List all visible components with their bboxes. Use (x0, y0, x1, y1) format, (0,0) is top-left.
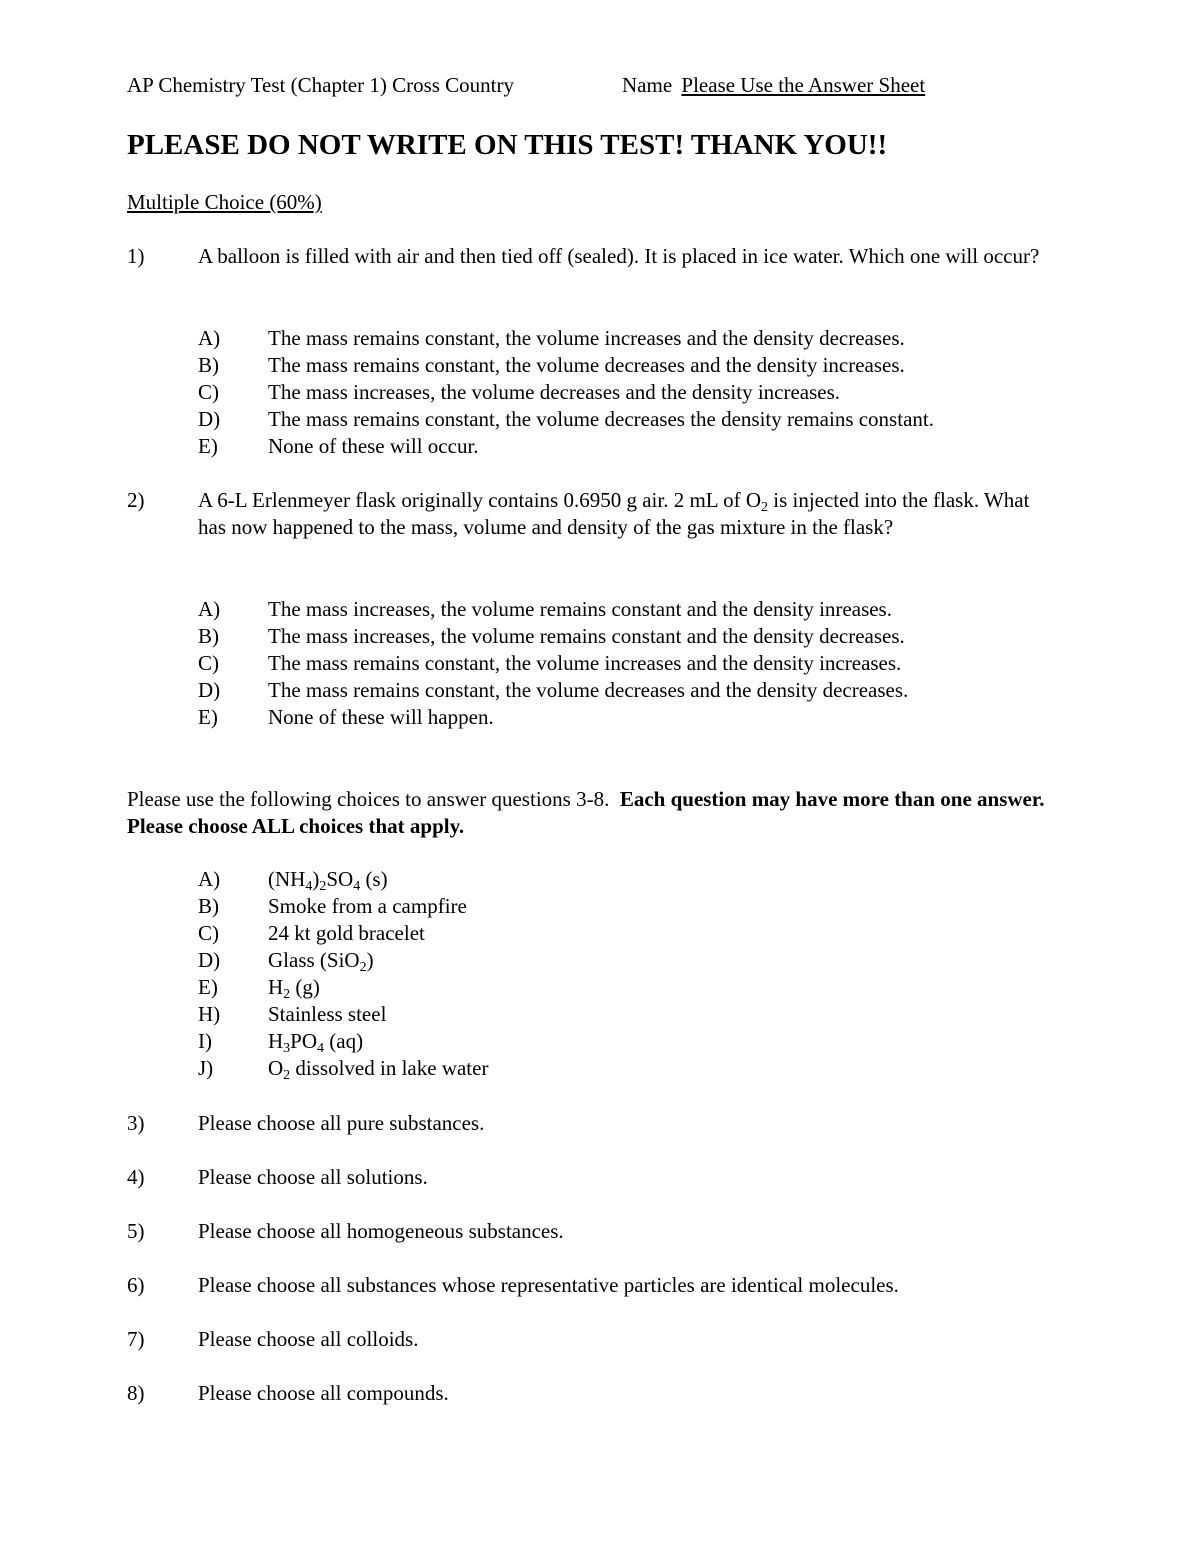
question-text: A balloon is filled with air and then tied off (sealed). It is placed in ice water. Which one will occur? (198, 244, 1040, 268)
option-letter: E) (198, 705, 218, 729)
choice-text: 24 kt gold bracelet (268, 921, 425, 945)
option-text: The mass increases, the volume decreases and the density increases. (268, 380, 841, 404)
question-number: 6) (127, 1273, 145, 1297)
name-field (622, 72, 925, 99)
question-text: Please choose all solutions. (198, 1165, 428, 1189)
section-title: Multiple Choice (60%) (127, 190, 322, 214)
choice-letter: H) (198, 1002, 221, 1026)
question-number: 2) (127, 488, 145, 512)
course-title: AP Chemistry Test (Chapter 1) Cross Country (127, 73, 515, 97)
question-number: 1) (127, 244, 145, 268)
choice-letter: I) (198, 1029, 212, 1053)
instructions-bold: Each question may have more than one answer. Please choose ALL choices that apply. (127, 787, 1045, 838)
option-text: The mass remains constant, the volume increases and the density decreases. (268, 326, 905, 350)
option-text: The mass remains constant, the volume increases and the density increases. (268, 651, 902, 675)
option-letter: A) (198, 597, 221, 621)
question-text: Please choose all compounds. (198, 1381, 449, 1405)
choice-text: $O_2$ dissolved in lake water (268, 1056, 489, 1083)
choice-letter: D) (198, 948, 221, 972)
option-text: None of these will happen. (268, 705, 494, 729)
question-number: 5) (127, 1219, 145, 1243)
name-label: Name (622, 73, 673, 97)
question-number: 8) (127, 1381, 145, 1405)
option-letter: D) (198, 678, 221, 702)
option-letter: E) (198, 434, 218, 458)
choice-letter: A) (198, 867, 221, 891)
instructions-text: Please use the following choices to answer questions 3-8. (127, 787, 620, 811)
choice-text: $H_2$ (g) (268, 975, 320, 1002)
choice-letter: J) (198, 1056, 214, 1080)
question-text-part: is injected into the flask. What has now happened to the mass, volume and density of the gas mixture in the flask? (198, 488, 1030, 539)
choice-letter: C) (198, 921, 219, 945)
option-text: None of these will occur. (268, 434, 479, 458)
option-letter: C) (198, 651, 219, 675)
option-letter: C) (198, 380, 219, 404)
choice-text: Stainless steel (268, 1002, 387, 1026)
choice-text: Glass (SiO$_2$) (268, 948, 374, 975)
option-text: The mass remains constant, the volume decreases and the density decreases. (268, 678, 909, 702)
question-text-part: A 6-L Erlenmeyer flask originally contains 0.6950 g air. 2 mL of O (198, 488, 761, 512)
name-value: Please Use the Answer Sheet (681, 73, 926, 97)
question-text: Please choose all homogeneous substances. (198, 1219, 564, 1243)
option-letter: A) (198, 326, 221, 350)
question-text: Please choose all substances whose representative particles are identical molecules. (198, 1273, 899, 1297)
option-text: The mass remains constant, the volume decreases the density remains constant. (268, 407, 934, 431)
choice-letter: E) (198, 975, 218, 999)
option-text: The mass remains constant, the volume decreases and the density increases. (268, 353, 905, 377)
option-letter: D) (198, 407, 221, 431)
question-text: Please choose all colloids. (198, 1327, 419, 1351)
choice-text: $(NH_4)_2SO_4$ (s) (268, 867, 388, 894)
instructions (127, 786, 1047, 840)
question-text (198, 487, 1058, 541)
choice-letter: B) (198, 894, 219, 918)
warning-heading: PLEASE DO NOT WRITE ON THIS TEST! THANK YOU!! (127, 129, 888, 161)
option-text: The mass increases, the volume remains constant and the density inreases. (268, 597, 892, 621)
question-number: 4) (127, 1165, 145, 1189)
option-letter: B) (198, 353, 219, 377)
choice-text: $H_3PO_4$ (aq) (268, 1029, 364, 1056)
question-number: 7) (127, 1327, 145, 1351)
option-text: The mass increases, the volume remains constant and the density decreases. (268, 624, 905, 648)
subscript: 2 (760, 500, 768, 515)
question-text: Please choose all pure substances. (198, 1111, 485, 1135)
question-number: 3) (127, 1111, 145, 1135)
option-letter: B) (198, 624, 219, 648)
choice-text: Smoke from a campfire (268, 894, 467, 918)
